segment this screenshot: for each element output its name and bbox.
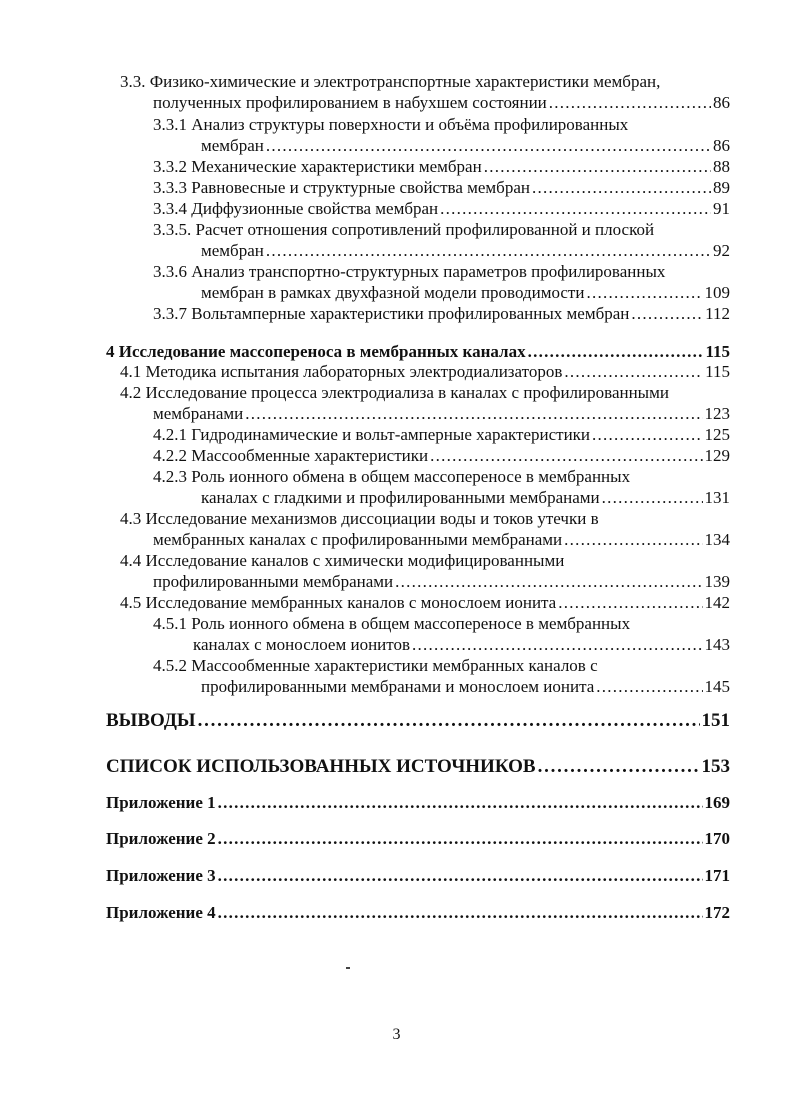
toc-entry-text: 4.2.2 Массообменные характеристики [153,446,429,465]
dot-leader [538,756,700,777]
dot-leader [266,240,711,261]
dot-leader [412,634,702,655]
dot-leader [198,710,700,731]
toc-entry-text: мембран [201,241,264,260]
toc-entry-4-1 [120,361,730,382]
toc-entry-text: Приложение 3 [106,866,216,885]
toc-page-number: 143 [704,635,730,654]
toc-entry-appendix-4 [106,902,730,923]
toc-entry-text: профилированными мембранами и монослоем ионита [201,677,595,696]
toc-entry-text: каналах с гладкими и профилированными мембранами [201,488,600,507]
toc-page-number: 139 [704,572,730,591]
dot-leader [564,361,703,382]
toc-page-number: 92 [713,241,730,260]
dot-leader [602,487,703,508]
toc-page-number: 153 [701,756,730,777]
toc-page-number: 91 [713,199,730,218]
toc-entry-4-3 [120,508,730,550]
toc-entry-text: ВЫВОДЫ [106,710,196,731]
toc-page-number: 115 [705,342,730,361]
toc-entry-3-3-5 [153,219,730,261]
toc-page-number: 86 [713,136,730,155]
toc-entry-text: Приложение 4 [106,903,216,922]
toc-entry-text: мембранных каналах с профилированными мембранами [153,530,563,549]
toc-page-number: 89 [713,178,730,197]
toc-entry-4-5 [120,592,730,613]
toc-entry-4-2 [120,382,730,424]
toc-entry-text: 3.3.6 Анализ транспортно-структурных параметров профилированных [153,262,666,281]
toc-entry-appendix-2 [106,828,730,849]
dot-leader [596,676,702,697]
dot-leader [218,828,703,849]
toc-page-number: 145 [704,677,730,696]
toc-page-number: 115 [705,362,730,381]
page-number: 3 [392,1026,401,1043]
toc-entry-text: Приложение 1 [106,793,216,812]
toc-entry-text: 4 Исследование массопереноса в мембранных каналах [106,342,526,361]
toc-entry-text: 4.2.1 Гидродинамические и вольт-амперные характеристики [153,425,591,444]
toc-entry-text: Приложение 2 [106,829,216,848]
toc-page-number: 112 [705,304,730,323]
toc-entry-text: 4.4 Исследование каналов с химически модифицированными [120,551,565,570]
toc-entry-4-5-1 [153,613,730,655]
toc-page-number: 171 [704,866,730,885]
dot-leader [218,792,703,813]
toc-entry-text: 4.2 Исследование процесса электродиализа в каналах с профилированными [120,383,669,402]
toc-page-number: 172 [704,903,730,922]
toc-entry-references [106,756,730,777]
dot-leader [430,445,702,466]
toc-page-number: 109 [704,283,730,302]
dot-leader [266,135,711,156]
toc-page-number: 134 [704,530,730,549]
dot-leader [549,92,711,113]
toc-entry-chapter-4 [106,341,730,362]
toc-entry-3-3-7 [153,303,730,324]
toc-entry-text: 4.3 Исследование механизмов диссоциации воды и токов утечки в [120,509,599,528]
toc-page-number: 88 [713,157,730,176]
dot-leader [592,424,702,445]
toc-entry-text: 4.5.2 Массообменные характеристики мембранных каналов с [153,656,598,675]
toc-entry-conclusions [106,710,730,731]
dot-leader [395,571,702,592]
scan-speck [346,967,350,969]
toc-page-number: 151 [701,710,730,731]
toc-entry-text: 4.1 Методика испытания лабораторных электродиализаторов [120,362,563,381]
dot-leader [484,156,711,177]
toc-entry-text: 3.3.5. Расчет отношения сопротивлений профилированной и плоской [153,220,655,239]
toc-page-number: 129 [704,446,730,465]
toc-entry-4-4 [120,550,730,592]
toc-entry-text: 4.5.1 Роль ионного обмена в общем массопереносе в мембранных [153,614,631,633]
toc-entry-appendix-1 [106,792,730,813]
toc-entry-text: 3.3.7 Вольтамперные характеристики профилированных мембран [153,304,630,323]
dot-leader [218,902,703,923]
toc-page-number: 123 [704,404,730,423]
toc-entry-text: мембран [201,136,264,155]
toc-entry-4-2-1 [153,424,730,445]
toc-entry-text: СПИСОК ИСПОЛЬЗОВАННЫХ ИСТОЧНИКОВ [106,756,536,777]
toc-page-number: 125 [704,425,730,444]
toc-entry-3-3-3 [153,177,730,198]
toc-entry-text: мембран в рамках двухфазной модели проводимости [201,283,585,302]
toc-entry-4-2-2 [153,445,730,466]
toc-entry-4-5-2 [153,655,730,697]
toc-page-number: 169 [704,793,730,812]
dot-leader [532,177,711,198]
toc-entry-text: 3.3. Физико-химические и электротранспортные характеристики мембран, [120,72,661,91]
toc-entry-text: 3.3.4 Диффузионные свойства мембран [153,199,439,218]
toc-page-number: 131 [704,488,730,507]
dot-leader [564,529,702,550]
toc-entry-text: 3.3.1 Анализ структуры поверхности и объёма профилированных [153,115,629,134]
toc-entry-text: 3.3.2 Механические характеристики мембран [153,157,482,176]
toc-entry-3-3 [120,71,730,113]
toc-entry-4-2-3 [153,466,730,508]
toc-entry-text: 4.5 Исследование мембранных каналов с монослоем ионита [120,593,557,612]
toc-entry-text: полученных профилированием в набухшем состоянии [153,93,547,112]
toc-entry-3-3-2 [153,156,730,177]
toc-entry-text: 3.3.3 Равновесные и структурные свойства мембран [153,178,530,197]
dot-leader [631,303,703,324]
toc-page-number: 86 [713,93,730,112]
toc-entry-3-3-4 [153,198,730,219]
toc-entry-appendix-3 [106,865,730,886]
dot-leader [528,341,704,362]
toc-entry-text: 4.2.3 Роль ионного обмена в общем массопереносе в мембранных [153,467,631,486]
toc-entry-text: профилированными мембранами [153,572,394,591]
dot-leader [586,282,702,303]
toc-entry-text: мембранами [153,404,244,423]
toc-page-number: 170 [704,829,730,848]
dot-leader [440,198,711,219]
toc-page-number: 142 [704,593,730,612]
dot-leader [558,592,702,613]
toc-entry-text: каналах с монослоем ионитов [193,635,411,654]
dot-leader [245,403,702,424]
dot-leader [218,865,703,886]
toc-entry-3-3-1 [153,114,730,156]
toc-entry-3-3-6 [153,261,730,303]
